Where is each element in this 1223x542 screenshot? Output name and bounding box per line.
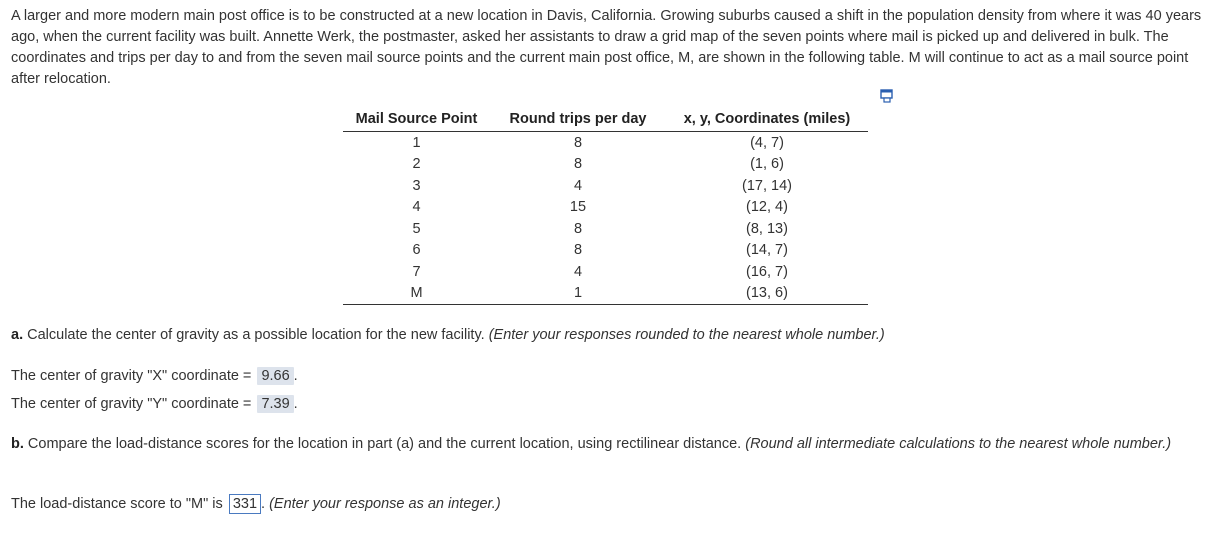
- part-b-question: [11, 434, 1211, 455]
- cell-source-point: 2: [412, 156, 421, 173]
- cell-coordinates: (4, 7): [750, 134, 784, 151]
- cell-source-point: M: [343, 283, 490, 305]
- part-a-question: [11, 327, 885, 343]
- ld-note: (Enter your response as an integer.): [269, 496, 501, 512]
- part-b-text: Compare the load-distance scores for the location in part (a) and the current location, using rectilinear distance.: [23, 436, 746, 452]
- center-of-gravity-x-row: [11, 367, 298, 385]
- cell-source-point: 6: [412, 242, 421, 259]
- part-b-label: b.: [11, 436, 24, 452]
- part-b-note: (Round all intermediate calculations to the nearest whole number.): [745, 436, 1172, 452]
- table-row: [343, 283, 868, 305]
- col-header-source-point: Mail Source Point: [343, 108, 490, 132]
- table-row: [343, 175, 868, 197]
- center-of-gravity-y-row: [11, 395, 298, 413]
- part-a-note: (Enter your responses rounded to the nearest whole number.): [488, 327, 885, 343]
- table-row: [343, 132, 868, 154]
- cell-round-trips: 15: [569, 199, 587, 216]
- col-header-round-trips: Round trips per day: [490, 108, 666, 132]
- table-row: [343, 261, 868, 283]
- cell-coordinates: (8, 13): [746, 220, 788, 237]
- cell-round-trips: 8: [573, 134, 583, 151]
- mail-source-table: [343, 108, 868, 305]
- table-row: [343, 197, 868, 219]
- copy-table-icon[interactable]: [880, 89, 894, 103]
- cg-x-answer[interactable]: 9.66: [257, 367, 293, 385]
- cell-coordinates: (12, 4): [746, 199, 788, 216]
- table-row: [343, 218, 868, 240]
- cell-source-point: 3: [412, 177, 421, 194]
- cell-source-point: 4: [412, 199, 421, 216]
- cell-coordinates: (1, 6): [750, 156, 784, 173]
- ld-answer-input[interactable]: 331: [229, 494, 261, 514]
- part-a-label: a.: [11, 327, 24, 343]
- cell-coordinates: (16, 7): [746, 263, 788, 280]
- table-header-row: [343, 108, 868, 132]
- cell-round-trips: 4: [573, 263, 583, 280]
- cell-source-point: 5: [412, 220, 421, 237]
- ld-prompt: The load-distance score to "M" is: [11, 496, 227, 512]
- cell-coordinates: (13, 6): [666, 283, 868, 305]
- cell-source-point: 7: [412, 263, 421, 280]
- cg-x-period: .: [293, 368, 298, 384]
- cell-round-trips: 1: [490, 283, 666, 305]
- cell-coordinates: (17, 14): [742, 177, 792, 194]
- cg-y-prompt: The center of gravity "Y" coordinate =: [11, 396, 256, 412]
- cell-round-trips: 4: [573, 177, 583, 194]
- ld-after: .: [261, 496, 270, 512]
- cg-x-prompt: The center of gravity "X" coordinate =: [11, 368, 256, 384]
- table-row: [343, 154, 868, 176]
- part-a-text: Calculate the center of gravity as a possible location for the new facility.: [23, 327, 489, 343]
- col-header-coordinates: x, y, Coordinates (miles): [666, 108, 868, 132]
- cell-coordinates: (14, 7): [746, 242, 788, 259]
- cell-round-trips: 8: [573, 156, 583, 173]
- cg-y-period: .: [293, 396, 298, 412]
- cell-round-trips: 8: [573, 220, 583, 237]
- cell-source-point: 1: [412, 134, 421, 151]
- table-row: [343, 240, 868, 262]
- cell-round-trips: 8: [573, 242, 583, 259]
- load-distance-row: [11, 494, 501, 514]
- cg-y-answer[interactable]: 7.39: [257, 395, 293, 413]
- problem-intro: A larger and more modern main post office is to be constructed at a new location in Davis, California. Growing suburbs caused a shift in the population density from where it was 40 years ago, when the current facility was built. Annette Werk, the postmaster, asked her assistants to draw a grid map of the seven points where mail is picked up and delivered in bulk. The coordinates and trips per day to and from the seven mail source points and the current main post office, M, are shown in the following table. M will continue to act as a mail source point after relocation.: [11, 8, 1202, 87]
